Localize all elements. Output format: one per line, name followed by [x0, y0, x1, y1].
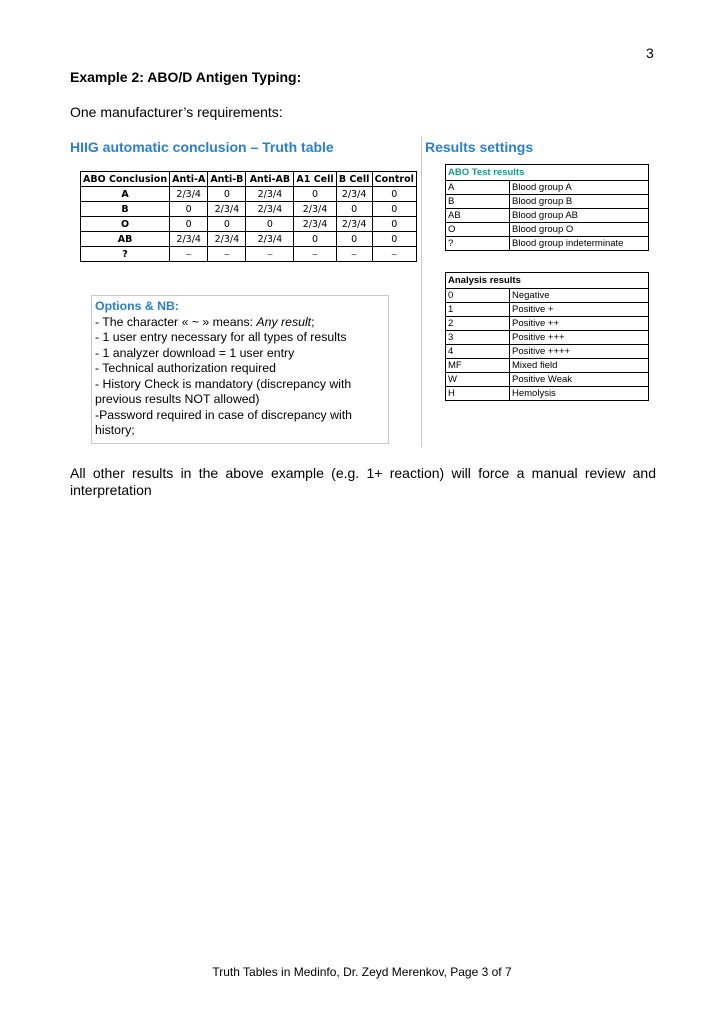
table-cell: 2/3/4 [336, 217, 372, 232]
page-footer: Truth Tables in Medinfo, Dr. Zeyd Merenkov, Page 3 of 7 [212, 965, 512, 979]
row-label: AB [81, 232, 170, 247]
options-line: -Password required in case of discrepancy with history; [95, 407, 352, 437]
table-cell: 0 [208, 217, 246, 232]
table-cell: 2/3/4 [294, 217, 336, 232]
result-code: 1 [446, 303, 510, 317]
page-number: 3 [646, 45, 654, 61]
column-header: Anti-A [170, 172, 208, 187]
table-cell: 2/3/4 [246, 202, 294, 217]
result-description: Negative [510, 289, 649, 303]
row-label: A [81, 187, 170, 202]
table-cell: 0 [294, 232, 336, 247]
analysis-results-table [445, 272, 649, 401]
result-code: 4 [446, 345, 510, 359]
truth-table-title: HIIG automatic conclusion – Truth table [70, 139, 334, 155]
options-line: - 1 analyzer download = 1 user entry [95, 345, 295, 360]
options-line: - 1 user entry necessary for all types of results [95, 330, 347, 344]
table-cell: 0 [246, 217, 294, 232]
table-cell: 0 [170, 202, 208, 217]
result-row [446, 387, 649, 401]
column-header: ABO Conclusion [81, 172, 170, 187]
table-cell: 2/3/4 [246, 232, 294, 247]
table-cell: 0 [294, 187, 336, 202]
result-code: B [446, 195, 510, 209]
section-heading: Example 2: ABO/D Antigen Typing: [70, 69, 302, 85]
options-line-text: - The character « ~ » means: [95, 314, 257, 329]
table-cell: 0 [372, 202, 416, 217]
intro-text: One manufacturer’s requirements: [70, 104, 283, 120]
row-label: B [81, 202, 170, 217]
result-code: 3 [446, 331, 510, 345]
result-description: Blood group indeterminate [510, 237, 649, 251]
table-cell: ~ [208, 247, 246, 262]
results-settings-title: Results settings [425, 139, 534, 155]
result-description: Mixed field [510, 359, 649, 373]
result-code: H [446, 387, 510, 401]
result-row [446, 289, 649, 303]
result-code: A [446, 181, 510, 195]
table-cell: 2/3/4 [208, 202, 246, 217]
options-line [95, 315, 385, 331]
table-cell: 2/3/4 [336, 187, 372, 202]
options-note-box [91, 295, 389, 444]
table-cell: 0 [372, 217, 416, 232]
row-label: ? [81, 247, 170, 262]
truth-table-row [81, 232, 417, 247]
result-code: MF [446, 359, 510, 373]
result-row [446, 373, 649, 387]
truth-table-row [81, 202, 417, 217]
analysis-table-header: Analysis results [446, 273, 649, 289]
result-description: Positive ++ [510, 317, 649, 331]
result-row [446, 223, 649, 237]
table-cell: 2/3/4 [208, 232, 246, 247]
options-line: - History Check is mandatory (discrepancy with previous results NOT allowed) [95, 376, 352, 406]
result-code: AB [446, 209, 510, 223]
table-cell: ~ [336, 247, 372, 262]
result-row [446, 237, 649, 251]
truth-table-row [81, 217, 417, 232]
column-header: Control [372, 172, 416, 187]
column-header: Anti-AB [246, 172, 294, 187]
result-row [446, 303, 649, 317]
column-header: B Cell [336, 172, 372, 187]
options-line: - Technical authorization required [95, 361, 276, 375]
truth-table-row [81, 187, 417, 202]
closing-paragraph: All other results in the above example (e.g. 1+ reaction) will force a manual review and interpretation [70, 465, 656, 498]
abo-test-results-table [445, 164, 649, 251]
result-description: Blood group A [510, 181, 649, 195]
result-row [446, 359, 649, 373]
result-row [446, 209, 649, 223]
table-cell: ~ [246, 247, 294, 262]
row-label: O [81, 217, 170, 232]
result-description: Positive ++++ [510, 345, 649, 359]
table-cell: 2/3/4 [246, 187, 294, 202]
result-description: Hemolysis [510, 387, 649, 401]
result-code: W [446, 373, 510, 387]
result-row [446, 331, 649, 345]
table-cell: 0 [336, 232, 372, 247]
result-description: Positive +++ [510, 331, 649, 345]
result-description: Blood group B [510, 195, 649, 209]
result-code: 0 [446, 289, 510, 303]
result-description: Positive Weak [510, 373, 649, 387]
abo-table-header: ABO Test results [446, 165, 649, 181]
table-cell: 0 [336, 202, 372, 217]
result-code: ? [446, 237, 510, 251]
result-row [446, 317, 649, 331]
options-line-emphasis: Any result [256, 314, 312, 329]
options-line-text: ; [311, 314, 315, 329]
truth-table-header [81, 172, 417, 187]
result-code: O [446, 223, 510, 237]
column-header: Anti-B [208, 172, 246, 187]
table-cell: ~ [294, 247, 336, 262]
result-description: Blood group AB [510, 209, 649, 223]
table-cell: 0 [372, 187, 416, 202]
options-title: Options & NB: [95, 299, 180, 313]
result-description: Blood group O [510, 223, 649, 237]
column-divider [421, 137, 422, 447]
table-cell: 2/3/4 [170, 232, 208, 247]
table-cell: ~ [372, 247, 416, 262]
column-header: A1 Cell [294, 172, 336, 187]
table-cell: 0 [208, 187, 246, 202]
table-cell: 0 [170, 217, 208, 232]
result-row [446, 195, 649, 209]
truth-table [80, 171, 417, 262]
table-cell: 0 [372, 232, 416, 247]
result-code: 2 [446, 317, 510, 331]
table-cell: 2/3/4 [170, 187, 208, 202]
table-cell: 2/3/4 [294, 202, 336, 217]
result-row [446, 345, 649, 359]
result-description: Positive + [510, 303, 649, 317]
result-row [446, 181, 649, 195]
truth-table-row [81, 247, 417, 262]
table-cell: ~ [170, 247, 208, 262]
